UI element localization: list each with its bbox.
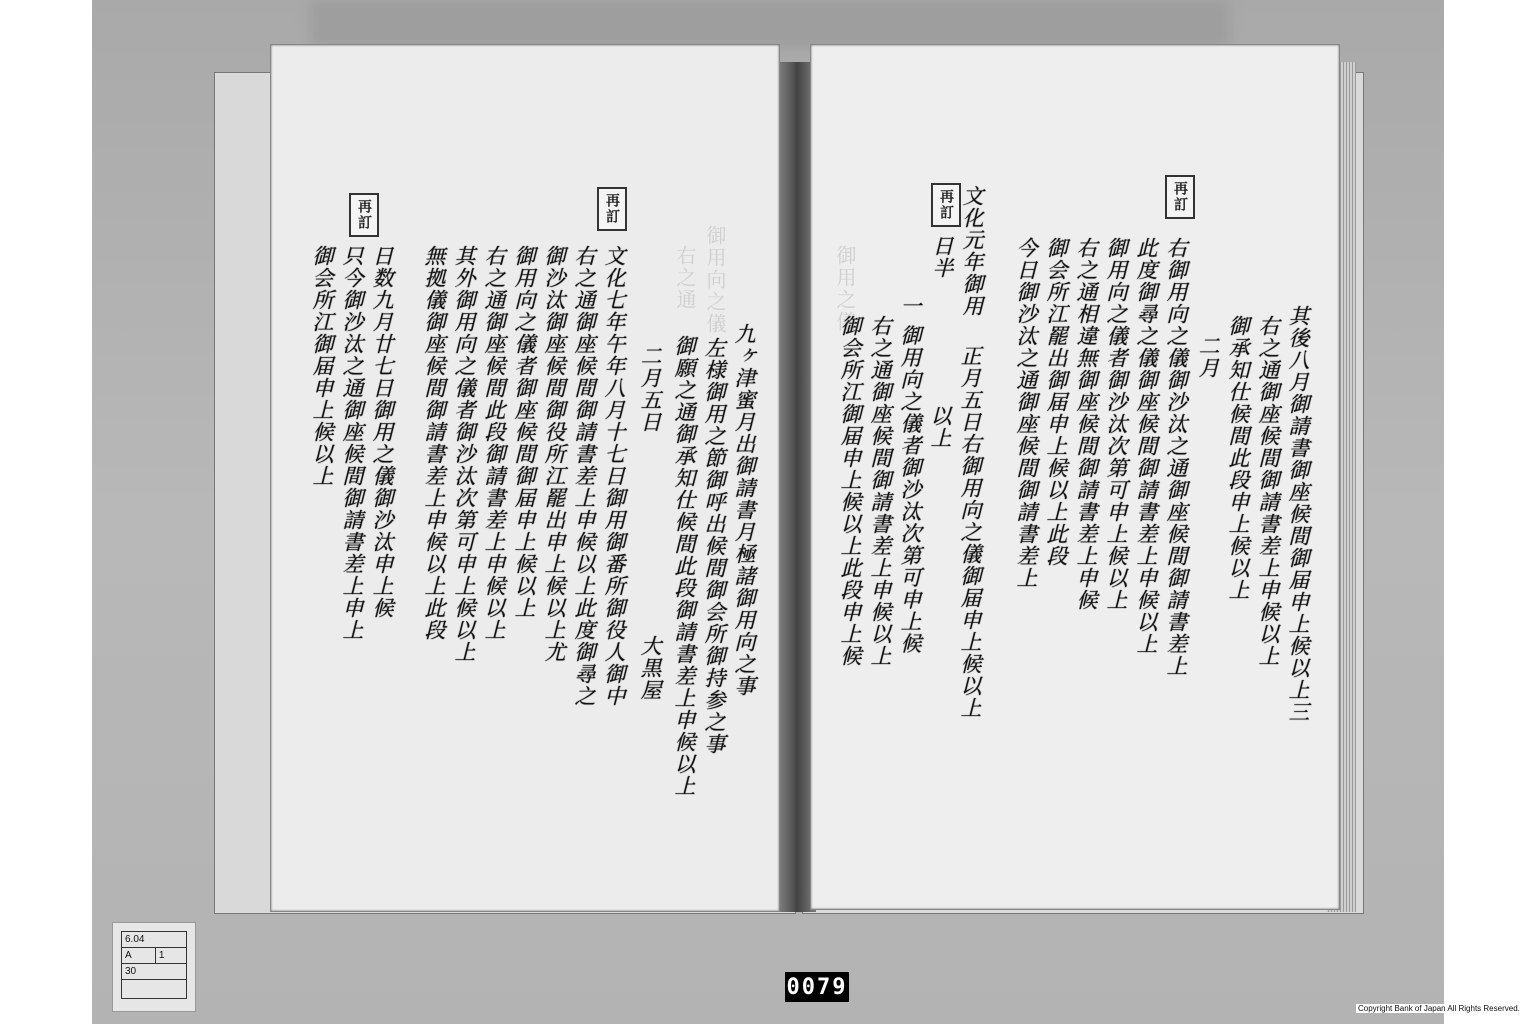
revision-stamp: 再訂 — [597, 187, 627, 231]
manuscript-column: 文化七年午年八月十七日御用御番所御役人御中 — [602, 245, 626, 707]
manuscript-column: 御願之通御承知仕候間此段御請書差上申候以上 — [672, 335, 696, 797]
manuscript-column: 右之通御座候間御請書差上申候以上此度御尋之 — [572, 245, 596, 707]
manuscript-column: 其外御用向之儀者御沙汰次第可申上候以上 — [452, 245, 476, 663]
manuscript-column: 一 御用向之儀者御沙汰次第可申上候 — [898, 295, 922, 655]
manuscript-column: 御用向之儀者御座候間御届申上候以上 — [512, 245, 536, 619]
manuscript-column: 九ヶ津蜜月出御請書月極諸御用向之事 — [732, 323, 756, 697]
bleed-through-text: 右之通 — [673, 245, 697, 311]
manuscript-column: 以上 — [928, 405, 952, 449]
left-page — [270, 44, 780, 912]
manuscript-column: 御会所江御届申上候以上 — [310, 245, 334, 487]
manuscript-column: 左様御用之節御呼出候間御会所御持参之事 — [702, 337, 726, 755]
label-row-blank — [122, 980, 187, 999]
manuscript-column: 右之通御座候間此段御請書差上申候以上 — [482, 245, 506, 641]
label-row-volume: 30 — [122, 964, 187, 980]
manuscript-column: 右之通御座候間御請書差上申候以上 — [868, 315, 892, 667]
catalog-label — [112, 922, 196, 1012]
manuscript-column: 二月五日 — [638, 345, 662, 433]
manuscript-column: 今日御沙汰之通御座候間御請書差上 — [1014, 237, 1038, 589]
label-row-series: A — [122, 948, 156, 964]
right-page — [810, 44, 1340, 910]
manuscript-column: 御承知仕候間此段申上候以上 — [1226, 315, 1250, 601]
manuscript-column: 御会所江罷出御届申上候以上此段 — [1044, 237, 1068, 567]
manuscript-column: 御用向之儀者御沙汰次第可申上候以上 — [1104, 237, 1128, 611]
manuscript-column: 文化元年御用 — [960, 185, 984, 317]
open-book — [214, 42, 1364, 912]
manuscript-column: 其後八月御請書御座候間御届申上候以上三 — [1286, 305, 1310, 723]
manuscript-column: 右御用向之儀御沙汰之通御座候間御請書差上 — [1164, 237, 1188, 677]
manuscript-column: 無拠儀御座候間御請書差上申候以上此段 — [422, 245, 446, 641]
label-row-number: 1 — [155, 948, 186, 964]
revision-stamp: 再訂 — [349, 193, 379, 237]
manuscript-column: 日半 — [930, 235, 954, 279]
manuscript-column: 只今御沙汰之通御座候間御請書差上申上 — [340, 245, 364, 641]
manuscript-column: 右之通相違無御座候間御請書差上申候 — [1074, 237, 1098, 611]
bleed-through-text: 御用向之儀 — [703, 225, 727, 335]
revision-stamp: 再訂 — [931, 183, 961, 227]
frame-counter: 0079 — [785, 972, 849, 1002]
signature: 大黒屋 — [638, 635, 662, 701]
catalog-label-table — [121, 931, 187, 999]
manuscript-column: 二月 — [1196, 335, 1220, 379]
label-row-code: 6.04 — [122, 932, 187, 948]
manuscript-column: 右之通御座候間御請書差上申候以上 — [1256, 315, 1280, 667]
manuscript-column: 御会所江御届申上候以上此段申上候 — [838, 315, 862, 667]
bleed-through-text: 御用之儀 — [833, 245, 857, 333]
manuscript-column: 日数九月廿七日御用之儀御沙汰申上候 — [370, 245, 394, 619]
revision-stamp: 再訂 — [1165, 175, 1195, 219]
manuscript-column: 此度御尋之儀御座候間御請書差上申候以上 — [1134, 237, 1158, 655]
top-shadow — [310, 0, 1230, 48]
manuscript-column: 御沙汰御座候間御役所江罷出申上候以上尤 — [542, 245, 566, 663]
copyright-notice: Copyright Bank of Japan All Rights Reserved. — [1358, 1004, 1520, 1013]
manuscript-column: 正月五日右御用向之儀御届申上候以上 — [958, 345, 982, 719]
